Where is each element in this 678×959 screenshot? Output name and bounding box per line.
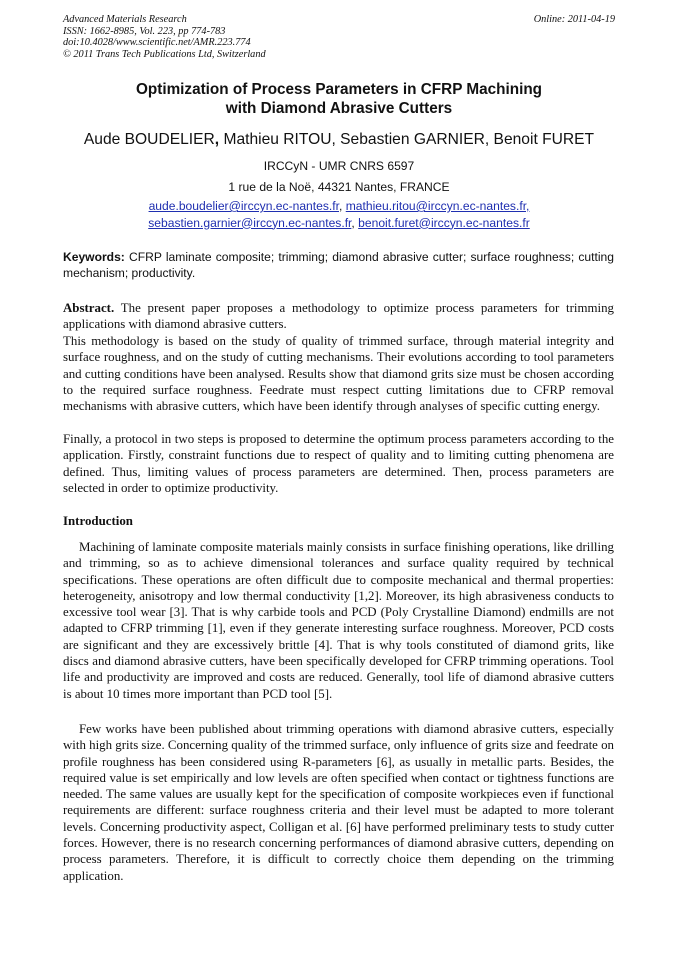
first-author: Aude BOUDELIER	[83, 131, 215, 148]
introduction-paragraph-1: Machining of laminate composite materials mainly consists in surface finishing operations, like drilling and trimming, so as to achieve dimensional tolerances and surface quality required by technical specifications. These operations are often difficult due to composite mechanical and thermal properties: heterogeneity, anisotropy and low thermal conductivity [1,2]. Moreover, its high abrasiveness conducts to excessive tool wear [3]. That is why carbide tools and PCD (Poly Crystalline Diamond) endmills are not adapted to CFRP trimming [1], even if they generate interesting surface roughness. Moreover, PCD costs are significant and they are excessively brittle [4]. That is why tools constituted of diamond grits, like discs and diamond abrasive cutters, have been specifically developed for CFRP trimming operations. Tool life and productivity are improved and costs are reduced. Generally, tool life of diamond abrasive cutters is about 10 times more important than PCD tool [5].	[63, 540, 614, 701]
journal-name: Advanced Materials Research	[63, 14, 187, 25]
author-emails: aude.boudelier@irccyn.ec-nantes.fr, mathieu.ritou@irccyn.ec-nantes.fr, sebastien.garnier@irccyn.ec-nantes.fr, benoit.furet@irccyn.ec-nantes.fr	[148, 199, 530, 230]
abstract-label: Abstract.	[63, 301, 115, 315]
keywords-label: Keywords:	[63, 250, 125, 264]
abstract-paragraph-1: Abstract. The present paper proposes a methodology to optimize process parameters for trimming applications with diamond abrasive cutters.	[63, 301, 614, 332]
copyright: © 2011 Trans Tech Publications Ltd, Switzerland	[63, 48, 266, 60]
affiliation-address: 1 rue de la Noë, 44321 Nantes, FRANCE	[228, 180, 450, 194]
affiliation-lab: IRCCyN - UMR CNRS 6597	[263, 159, 415, 173]
journal-header	[63, 14, 266, 60]
introduction-paragraph-2: Few works have been published about trimming operations with diamond abrasive cutters, especially with high grits size. Concerning quality of the trimmed surface, only influence of grits size and feedrate on profile roughness has been considered using R-parameters [6], as usually in metallic parts. Besides, the required value is set empirically and low levels are often specified when contact or tightness functions are needed. The same values are usually kept for the specification of composite workpieces even if functional requirements are different: surface roughness criteria and their level must be adapted to more tolerant levels. Concerning productivity aspect, Colligan et al. [6] have performed preliminary tests to study cutter forces. However, there is no research concerning performances of diamond abrasive cutters, depending on process parameters. Therefore, it is difficult to correctly choice them depending on the trimming application.	[63, 722, 614, 883]
issn: ISSN: 1662-8985, Vol. 223, pp 774-783	[63, 25, 226, 37]
abstract-paragraph-2: This methodology is based on the study of quality of trimmed surface, through material integrity and surface roughness, and on the study of cutting mechanisms. Their evolutions according to tool parameters and cutting conditions have been analysed. Results show that diamond grits size must be chosen according to the required surface roughness. Feedrate must respect cutting limitations due to CFRP removal mechanisms with abrasive cutters, which have been identify through analyses of specific cutting energy.	[63, 334, 614, 414]
email-link-ritou[interactable]: mathieu.ritou@irccyn.ec-nantes.fr,	[345, 199, 530, 213]
keywords-text: CFRP laminate composite; trimming; diamond abrasive cutter; surface roughness; cutting mechanism; productivity.	[63, 250, 614, 280]
email-link-furet[interactable]: benoit.furet@irccyn.ec-nantes.fr	[358, 215, 530, 230]
title-line-2: with Diamond Abrasive Cutters	[225, 99, 453, 117]
online-date: Online: 2011-04-19	[533, 14, 615, 25]
email-link-garnier[interactable]: sebastien.garnier@irccyn.ec-nantes.fr	[148, 215, 352, 230]
keywords	[63, 249, 614, 281]
other-authors: Mathieu RITOU, Sebastien GARNIER, Benoit FURET	[219, 131, 595, 148]
email-link-boudelier[interactable]: aude.boudelier@irccyn.ec-nantes.fr	[148, 199, 339, 213]
author-separator: ,	[214, 131, 220, 148]
introduction-heading: Introduction	[63, 514, 133, 528]
abstract-paragraph-3: Finally, a protocol in two steps is proposed to determine the optimum process parameters according to the application. Firstly, constraint functions due to respect of quality and to limiting cutting phenomena are defined. Thus, limiting values of process parameters are determined. Then, process parameters are selected in order to optimize productivity.	[63, 432, 614, 495]
doi: doi:10.4028/www.scientific.net/AMR.223.774	[63, 37, 251, 48]
title-line-1: Optimization of Process Parameters in CFRP Machining	[135, 81, 543, 98]
author-list	[60, 131, 618, 149]
paper-title	[60, 81, 618, 118]
